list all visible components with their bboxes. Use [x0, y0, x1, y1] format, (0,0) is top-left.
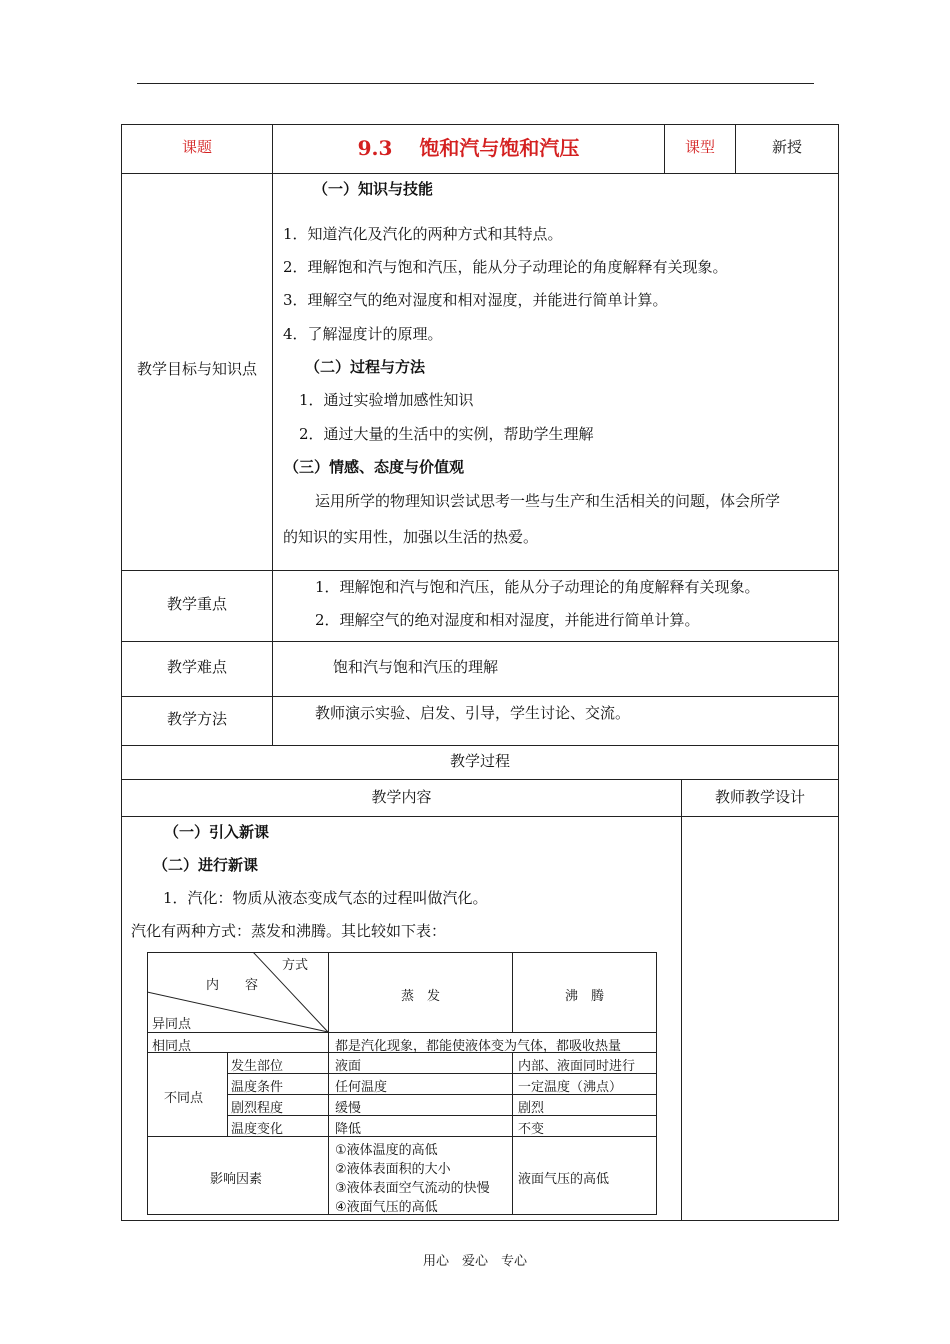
- key-point-item: 2．理解空气的绝对湿度和相对湿度，并能进行简单计算。: [315, 611, 700, 629]
- subject-label: 课题: [181, 138, 212, 156]
- section-values-title: （三）情感、态度与价值观: [284, 458, 465, 476]
- diag-top-label: 方式: [282, 958, 309, 973]
- evap-cell: 降低: [335, 1122, 362, 1137]
- boil-cell: 一定温度（沸点）: [518, 1080, 623, 1095]
- aspect-cell: 剧烈程度: [231, 1101, 284, 1116]
- factor-evap-item: ③液体表面空气流动的快慢: [335, 1181, 490, 1196]
- key-point-item: 1．理解饱和汽与饱和汽压，能从分子动理论的角度解释有关现象。: [315, 578, 760, 596]
- objective-item: 4．了解湿度计的原理。: [283, 325, 443, 343]
- factor-evap-item: ④液面气压的高低: [335, 1200, 438, 1215]
- evap-cell: 液面: [335, 1059, 362, 1074]
- col-evaporation: 蒸 发: [400, 989, 440, 1004]
- process-item: 1．通过实验增加感性知识: [299, 391, 474, 409]
- intro-title: （一）引入新课: [164, 823, 270, 841]
- header-rule: [137, 83, 814, 84]
- new-lesson-title: （二）进行新课: [153, 856, 259, 874]
- values-line: 运用所学的物理知识尝试思考一些与生产和生活相关的问题，体会所学: [315, 492, 781, 510]
- diag-bottom-label: 异同点: [152, 1017, 192, 1032]
- factor-boil: 液面气压的高低: [518, 1172, 610, 1187]
- boil-cell: 内部、液面同时进行: [518, 1059, 636, 1074]
- same-text: 都是汽化现象，都能使液体变为气体，都吸收热量: [335, 1039, 622, 1054]
- evap-cell: 任何温度: [335, 1080, 388, 1095]
- aspect-cell: 温度变化: [231, 1122, 284, 1137]
- factor-evap-item: ②液体表面积的大小: [335, 1162, 451, 1177]
- section-process-title: （二）过程与方法: [305, 358, 426, 376]
- aspect-cell: 温度条件: [231, 1080, 284, 1095]
- objective-item: 2．理解饱和汽与饱和汽压，能从分子动理论的角度解释有关现象。: [283, 258, 728, 276]
- paragraph: 1．汽化：物质从液态变成气态的过程叫做汽化。: [163, 889, 488, 907]
- type-value: 新授: [771, 138, 802, 156]
- process-item: 2．通过大量的生活中的实例，帮助学生理解: [299, 425, 594, 443]
- content-header: 教学内容: [371, 788, 432, 806]
- lesson-title: 9.3 饱和汽与饱和汽压: [357, 136, 580, 160]
- factor-evap-item: ①液体温度的高低: [335, 1143, 438, 1158]
- footer-text: 用心 爱心 专心: [422, 1254, 527, 1269]
- diff-label: 不同点: [164, 1091, 204, 1106]
- method-text: 教师演示实验、启发、引导，学生讨论、交流。: [315, 704, 631, 722]
- type-label: 课型: [684, 138, 715, 156]
- aspect-cell: 发生部位: [231, 1059, 284, 1074]
- values-line: 的知识的实用性，加强以生活的热爱。: [283, 528, 539, 546]
- evap-cell: 缓慢: [335, 1101, 362, 1116]
- key-points-label: 教学重点: [166, 595, 227, 613]
- paragraph: 汽化有两种方式：蒸发和沸腾。其比较如下表：: [131, 922, 447, 940]
- boil-cell: 剧烈: [518, 1101, 545, 1116]
- objective-item: 1．知道汽化及汽化的两种方式和其特点。: [283, 225, 563, 243]
- objectives-label: 教学目标与知识点: [136, 360, 257, 378]
- difficulty-text: 饱和汽与饱和汽压的理解: [333, 658, 499, 676]
- same-label: 相同点: [152, 1039, 192, 1054]
- process-title: 教学过程: [449, 752, 510, 770]
- objective-item: 3．理解空气的绝对湿度和相对湿度，并能进行简单计算。: [283, 291, 668, 309]
- diag-mid-label: 内 容: [206, 978, 259, 993]
- method-label: 教学方法: [166, 710, 227, 728]
- boil-cell: 不变: [518, 1122, 545, 1137]
- factor-label: 影响因素: [210, 1172, 263, 1187]
- difficulty-label: 教学难点: [166, 658, 227, 676]
- section-knowledge-title: （一）知识与技能: [313, 180, 434, 198]
- col-boiling: 沸 腾: [564, 989, 604, 1004]
- design-header: 教师教学设计: [714, 788, 805, 806]
